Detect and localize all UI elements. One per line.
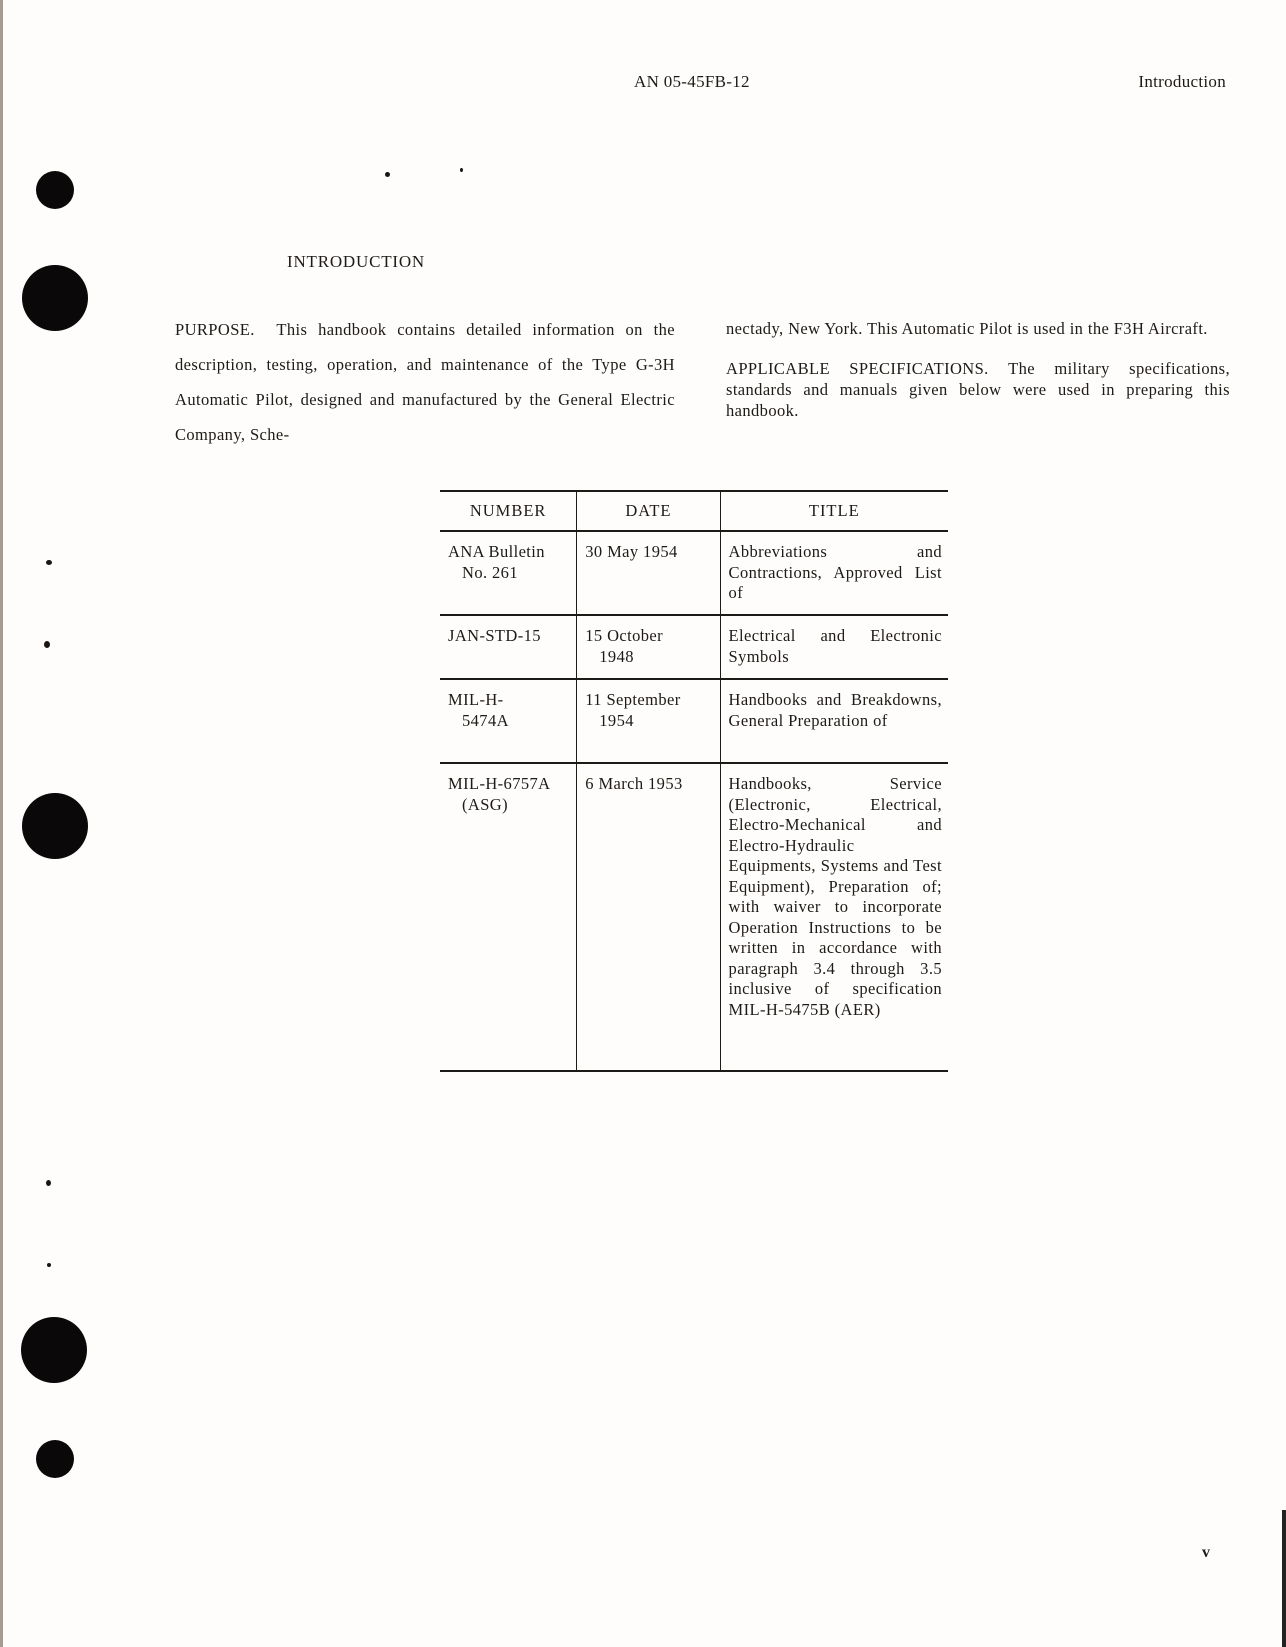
table-row [440, 679, 948, 763]
speck-mark [47, 1263, 51, 1267]
punch-hole-icon [36, 1440, 74, 1478]
speck-mark [385, 172, 390, 177]
right-column [726, 318, 1230, 440]
cell-date: 15 October 1948 [577, 615, 720, 679]
cell-title: Abbreviations and Contractions, Approved List of [720, 531, 948, 615]
specifications-table [440, 490, 948, 1072]
page-edge-right [1282, 1510, 1286, 1647]
cell-number: JAN-STD-15 [440, 615, 577, 679]
specifications-paragraph [726, 358, 1230, 421]
page-title: INTRODUCTION [286, 252, 426, 271]
table-row [440, 615, 948, 679]
punch-hole-icon [21, 1317, 87, 1383]
purpose-paragraph [175, 312, 675, 452]
cell-number: MIL-H-6757A (ASG) [440, 763, 577, 1071]
speck-mark [46, 1180, 51, 1186]
purpose-heading: PURPOSE. [175, 320, 255, 339]
column-header-title: TITLE [720, 491, 948, 531]
section-label: Introduction [1138, 72, 1226, 91]
punch-hole-icon [36, 171, 74, 209]
cell-date: 30 May 1954 [577, 531, 720, 615]
column-header-date: DATE [577, 491, 720, 531]
purpose-text: This handbook contains detailed information on the description, testing, operation, and maintenance of the Type G-3H Automatic Pilot, designed and manufactured by the General Electric Company, Sche- [175, 320, 675, 444]
cell-date: 11 September 1954 [577, 679, 720, 763]
specifications-heading: APPLICABLE SPECIFICATIONS. [726, 359, 989, 378]
punch-hole-icon [22, 265, 88, 331]
cell-title: Handbooks and Breakdowns, General Preparation of [720, 679, 948, 763]
table-header-row [440, 491, 948, 531]
column-header-number: NUMBER [440, 491, 577, 531]
speck-mark [46, 560, 52, 565]
page-edge-left [0, 0, 3, 1647]
table-row [440, 531, 948, 615]
specifications-text: The military specifications, standards and manuals given below were used in preparing this handbook. [726, 359, 1231, 420]
punch-hole-icon [22, 793, 88, 859]
page-number: v [1202, 1544, 1210, 1561]
cell-number: MIL-H- 5474A [440, 679, 577, 763]
cell-number: ANA Bulletin No. 261 [440, 531, 577, 615]
cell-title: Handbooks, Service (Electronic, Electrical, Electro-Mechanical and Electro-Hydraulic Equipments, Systems and Test Equipment), Preparation of; with waiver to incorporate Operation Instructions to be written in accordance with paragraph 3.4 through 3.5 inclusive of specification MIL-H-5475B (AER) [720, 763, 948, 1071]
cell-title: Electrical and Electronic Symbols [720, 615, 948, 679]
speck-mark [460, 168, 463, 172]
speck-mark [44, 641, 50, 648]
document-id: AN 05-45FB-12 [634, 72, 750, 91]
table-row [440, 763, 948, 1071]
cell-date: 6 March 1953 [577, 763, 720, 1071]
purpose-continuation: nectady, New York. This Automatic Pilot is used in the F3H Aircraft. [726, 319, 1208, 338]
